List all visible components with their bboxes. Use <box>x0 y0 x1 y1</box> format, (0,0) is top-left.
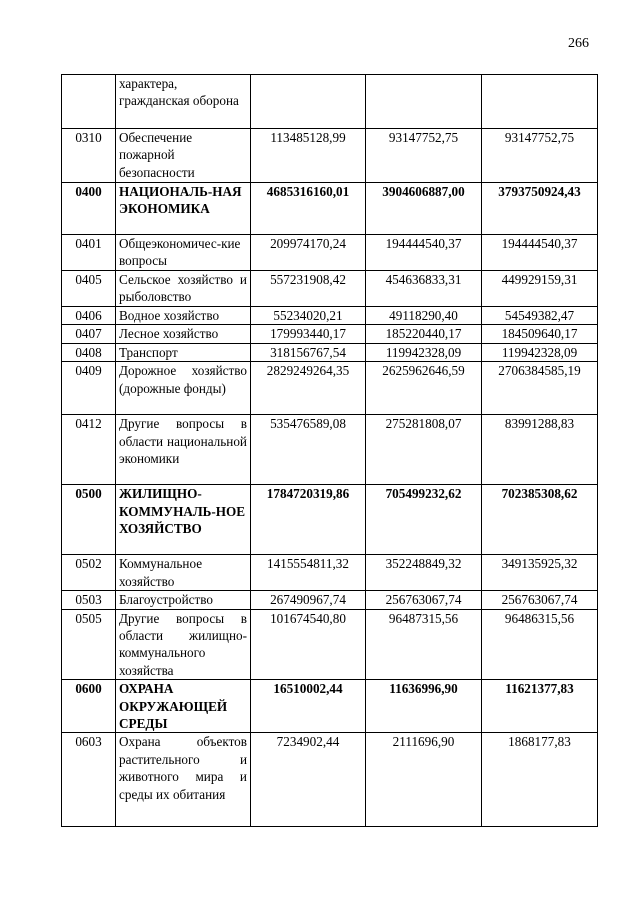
table-row <box>62 271 598 307</box>
name-cell: Транспорт <box>116 343 251 361</box>
table-row <box>62 325 598 343</box>
value-cell-3: 83991288,83 <box>482 415 598 485</box>
value-cell-2: 275281808,07 <box>366 415 482 485</box>
value-cell-1: 209974170,24 <box>251 235 366 271</box>
value-cell-2: 705499232,62 <box>366 485 482 555</box>
value-cell-3: 96486315,56 <box>482 609 598 680</box>
code-cell: 0603 <box>62 733 116 827</box>
code-cell: 0503 <box>62 591 116 609</box>
table-row <box>62 591 598 609</box>
table-row <box>62 307 598 325</box>
value-cell-2: 194444540,37 <box>366 235 482 271</box>
table-row <box>62 415 598 485</box>
value-cell-2: 454636833,31 <box>366 271 482 307</box>
table-row <box>62 362 598 415</box>
value-cell-1: 4685316160,01 <box>251 183 366 235</box>
value-cell-1: 557231908,42 <box>251 271 366 307</box>
value-cell-1: 16510002,44 <box>251 680 366 733</box>
name-cell: Охрана объектов растительного и животного мира и среды их обитания <box>116 733 251 827</box>
code-cell: 0409 <box>62 362 116 415</box>
value-cell-2: 2111696,90 <box>366 733 482 827</box>
table-row <box>62 733 598 827</box>
code-cell: 0310 <box>62 129 116 183</box>
table-row <box>62 235 598 271</box>
value-cell-1: 535476589,08 <box>251 415 366 485</box>
name-cell: Обеспечение пожарной безопасности <box>116 129 251 183</box>
code-cell: 0401 <box>62 235 116 271</box>
code-cell: 0505 <box>62 609 116 680</box>
name-cell: Благоустройство <box>116 591 251 609</box>
value-cell-2: 11636996,90 <box>366 680 482 733</box>
table-row <box>62 609 598 680</box>
name-cell: ЖИЛИЩНО-КОММУНАЛЬ-НОЕ ХОЗЯЙСТВО <box>116 485 251 555</box>
value-cell-3: 119942328,09 <box>482 343 598 361</box>
value-cell-3: 349135925,32 <box>482 555 598 591</box>
value-cell-2: 256763067,74 <box>366 591 482 609</box>
table-row <box>62 555 598 591</box>
value-cell-3: 184509640,17 <box>482 325 598 343</box>
value-cell-1: 55234020,21 <box>251 307 366 325</box>
value-cell-1: 113485128,99 <box>251 129 366 183</box>
budget-table <box>61 74 598 827</box>
value-cell-3: 256763067,74 <box>482 591 598 609</box>
value-cell-1: 1415554811,32 <box>251 555 366 591</box>
code-cell: 0500 <box>62 485 116 555</box>
table-row <box>62 183 598 235</box>
value-cell-3: 93147752,75 <box>482 129 598 183</box>
value-cell-1: 7234902,44 <box>251 733 366 827</box>
value-cell-3: 54549382,47 <box>482 307 598 325</box>
code-cell: 0412 <box>62 415 116 485</box>
value-cell-1 <box>251 75 366 129</box>
value-cell-3 <box>482 75 598 129</box>
value-cell-2: 93147752,75 <box>366 129 482 183</box>
table-row <box>62 343 598 361</box>
value-cell-3: 11621377,83 <box>482 680 598 733</box>
name-cell: Коммунальное хозяйство <box>116 555 251 591</box>
name-cell: характера, гражданская оборона <box>116 75 251 129</box>
name-cell: НАЦИОНАЛЬ-НАЯ ЭКОНОМИКА <box>116 183 251 235</box>
name-cell: Дорожное хозяйство (дорожные фонды) <box>116 362 251 415</box>
name-cell: Сельское хозяйство и рыболовство <box>116 271 251 307</box>
value-cell-2: 3904606887,00 <box>366 183 482 235</box>
code-cell: 0405 <box>62 271 116 307</box>
value-cell-2: 185220440,17 <box>366 325 482 343</box>
name-cell: Лесное хозяйство <box>116 325 251 343</box>
value-cell-3: 3793750924,43 <box>482 183 598 235</box>
value-cell-3: 194444540,37 <box>482 235 598 271</box>
page-number: 266 <box>568 36 589 51</box>
name-cell: Водное хозяйство <box>116 307 251 325</box>
value-cell-3: 702385308,62 <box>482 485 598 555</box>
value-cell-2: 119942328,09 <box>366 343 482 361</box>
value-cell-1: 267490967,74 <box>251 591 366 609</box>
code-cell: 0400 <box>62 183 116 235</box>
value-cell-2: 2625962646,59 <box>366 362 482 415</box>
value-cell-1: 101674540,80 <box>251 609 366 680</box>
table-row <box>62 75 598 129</box>
table-row <box>62 129 598 183</box>
code-cell: 0600 <box>62 680 116 733</box>
name-cell: Другие вопросы в области национальной экономики <box>116 415 251 485</box>
value-cell-3: 449929159,31 <box>482 271 598 307</box>
code-cell: 0408 <box>62 343 116 361</box>
name-cell: Другие вопросы в области жилищно-коммунального хозяйства <box>116 609 251 680</box>
value-cell-3: 1868177,83 <box>482 733 598 827</box>
value-cell-3: 2706384585,19 <box>482 362 598 415</box>
name-cell: Общеэкономичес-кие вопросы <box>116 235 251 271</box>
budget-table-body <box>62 75 598 827</box>
table-row <box>62 485 598 555</box>
name-cell: ОХРАНА ОКРУЖАЮЩЕЙ СРЕДЫ <box>116 680 251 733</box>
value-cell-2 <box>366 75 482 129</box>
table-row <box>62 680 598 733</box>
code-cell <box>62 75 116 129</box>
value-cell-1: 179993440,17 <box>251 325 366 343</box>
value-cell-1: 1784720319,86 <box>251 485 366 555</box>
code-cell: 0406 <box>62 307 116 325</box>
value-cell-1: 318156767,54 <box>251 343 366 361</box>
value-cell-1: 2829249264,35 <box>251 362 366 415</box>
value-cell-2: 49118290,40 <box>366 307 482 325</box>
code-cell: 0502 <box>62 555 116 591</box>
code-cell: 0407 <box>62 325 116 343</box>
value-cell-2: 352248849,32 <box>366 555 482 591</box>
value-cell-2: 96487315,56 <box>366 609 482 680</box>
